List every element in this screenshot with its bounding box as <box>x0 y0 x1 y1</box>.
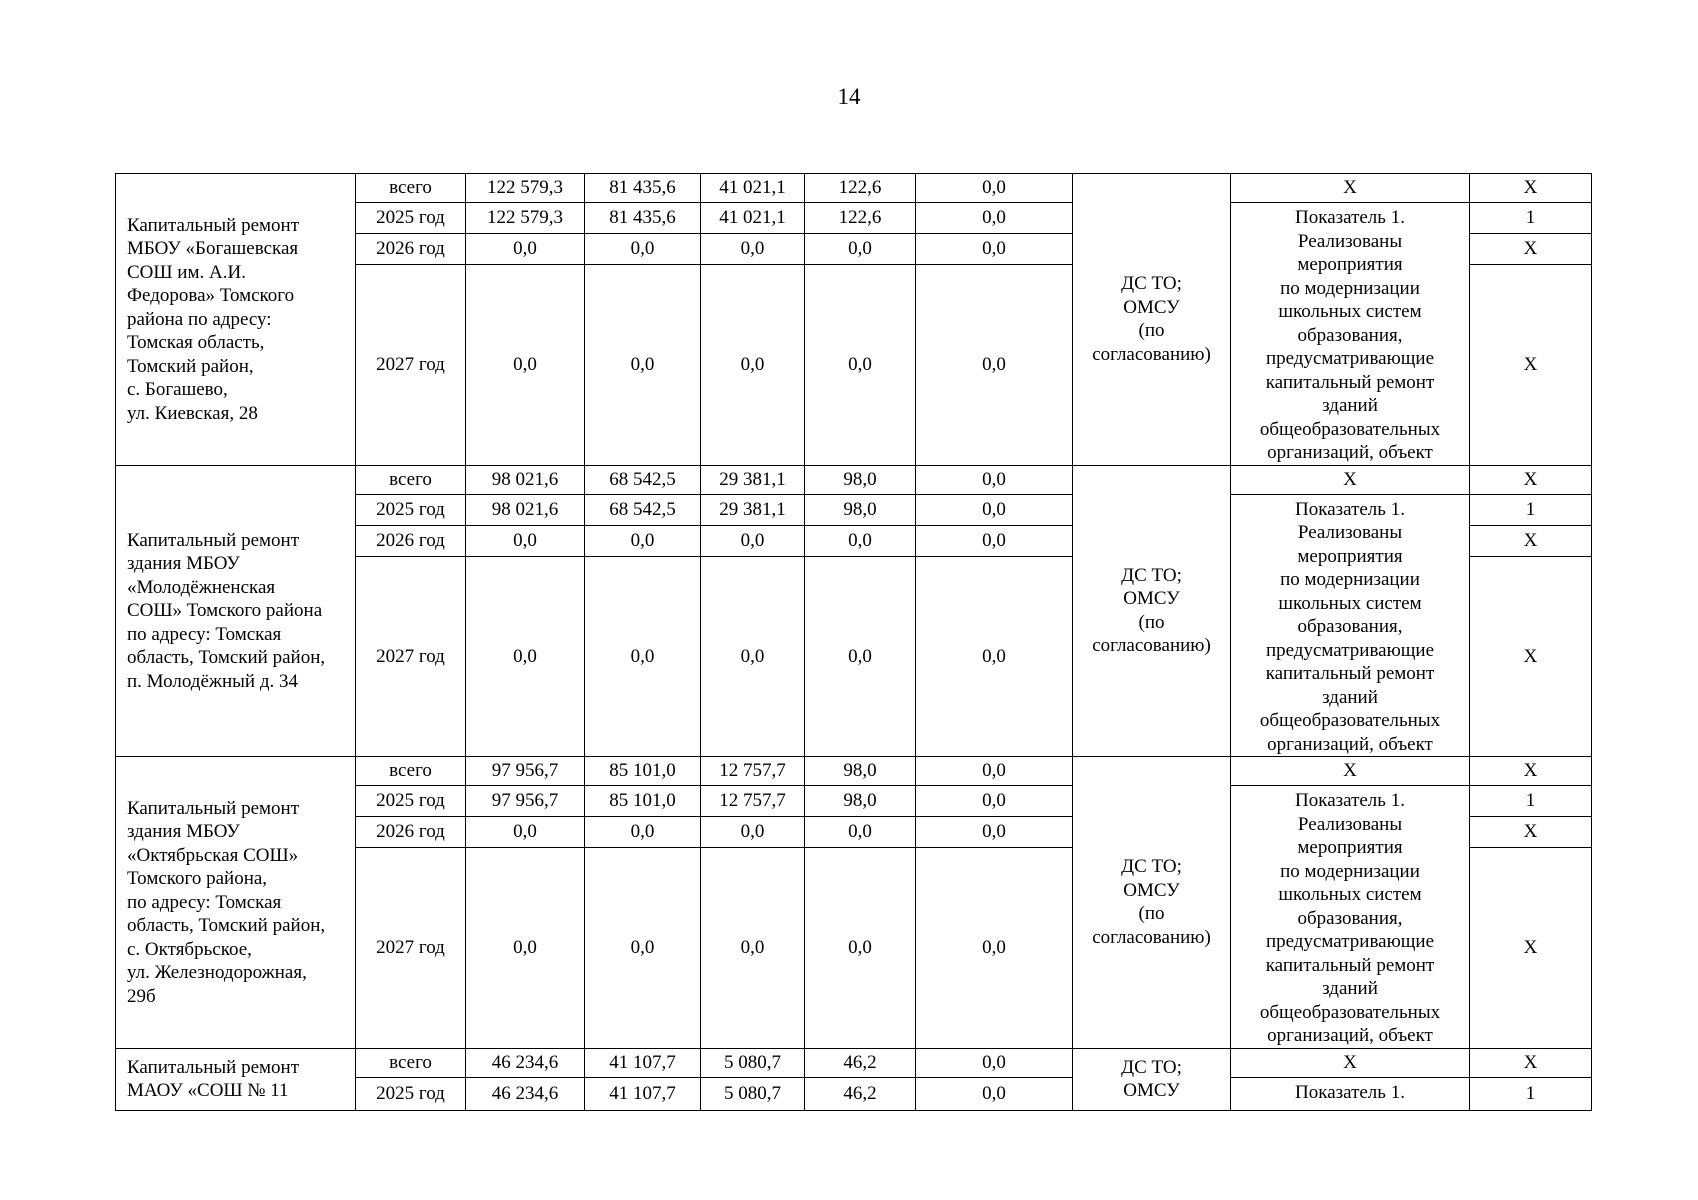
responsible-line: (по <box>1138 320 1165 342</box>
federal-value-cell: 0,0 <box>585 234 701 265</box>
responsible-line: ОМСУ <box>1123 1080 1180 1101</box>
regional-value-cell: 0,0 <box>701 234 805 265</box>
activity-name-line: Томская область, <box>127 332 265 353</box>
table-row <box>116 757 1592 786</box>
regional-value-cell: 5 080,7 <box>701 1077 805 1110</box>
activity-name-cell <box>116 1048 356 1110</box>
indicator-line: капитальный ремонт <box>1265 371 1435 393</box>
regional-value-cell: 0,0 <box>701 265 805 466</box>
local-value-cell: 122,6 <box>805 174 916 203</box>
federal-value-cell: 0,0 <box>585 848 701 1049</box>
other-value-cell: 0,0 <box>916 465 1073 494</box>
local-value-cell: 0,0 <box>805 525 916 556</box>
federal-value-cell: 41 107,7 <box>585 1048 701 1077</box>
table-row <box>116 1048 1592 1077</box>
responsible-cell <box>1073 174 1231 466</box>
activity-name-line: ул. Киевская, 28 <box>127 402 258 424</box>
federal-value-cell: 81 435,6 <box>585 174 701 203</box>
activity-name-line: с. Богашево, <box>127 379 228 400</box>
regional-value-cell: 0,0 <box>701 525 805 556</box>
indicator-line: общеобразовательных <box>1259 418 1441 440</box>
federal-value-cell: 0,0 <box>585 556 701 757</box>
activity-name-line: Капитальный ремонт <box>127 529 300 551</box>
indicator-value-cell: X <box>1470 465 1592 494</box>
indicator-cell <box>1231 494 1470 757</box>
activity-name-cell <box>116 757 356 1049</box>
period-cell: всего <box>356 757 466 786</box>
responsible-line: ОМСУ <box>1123 588 1180 610</box>
indicator-line: мероприятия <box>1297 254 1403 275</box>
responsible-cell <box>1073 465 1231 757</box>
activity-name-line: «Молодёжненская <box>127 576 276 598</box>
total-value-cell: 46 234,6 <box>466 1077 585 1110</box>
indicator-header-cell: X <box>1231 465 1470 494</box>
indicator-value-cell: 1 <box>1470 203 1592 234</box>
total-value-cell: 0,0 <box>466 525 585 556</box>
regional-value-cell: 0,0 <box>701 848 805 1049</box>
period-cell: 2025 год <box>356 494 466 525</box>
indicator-line: школьных систем <box>1278 301 1422 322</box>
indicator-value-cell: X <box>1470 848 1592 1049</box>
other-value-cell: 0,0 <box>916 234 1073 265</box>
activity-name-line: по адресу: Томская <box>127 891 282 913</box>
activity-name-line: Федорова» Томского <box>127 285 295 306</box>
regional-value-cell: 0,0 <box>701 556 805 757</box>
responsible-line: (по <box>1138 903 1165 925</box>
responsible-line: ДС ТО; <box>1121 856 1182 878</box>
responsible-line: ДС ТО; <box>1121 1056 1182 1078</box>
period-cell: всего <box>356 1048 466 1077</box>
regional-value-cell: 29 381,1 <box>701 494 805 525</box>
other-value-cell: 0,0 <box>916 817 1073 848</box>
indicator-line: общеобразовательных <box>1259 1001 1441 1023</box>
activity-name-line: область, Томский район, <box>127 915 326 936</box>
federal-value-cell: 68 542,5 <box>585 494 701 525</box>
indicator-line: Показатель 1. <box>1295 498 1405 520</box>
federal-value-cell: 0,0 <box>585 817 701 848</box>
indicator-line: Показатель 1. <box>1295 1081 1405 1103</box>
other-value-cell: 0,0 <box>916 174 1073 203</box>
regional-value-cell: 12 757,7 <box>701 757 805 786</box>
local-value-cell: 0,0 <box>805 234 916 265</box>
federal-value-cell: 0,0 <box>585 265 701 466</box>
period-cell: всего <box>356 174 466 203</box>
indicator-line: предусматривающие <box>1265 639 1435 661</box>
indicator-line: образования, <box>1297 907 1403 929</box>
indicator-line: по модернизации <box>1280 277 1420 299</box>
responsible-line: согласованию) <box>1092 635 1211 657</box>
activity-name-line: МБОУ «Богашевская <box>127 238 299 259</box>
indicator-line: зданий <box>1322 978 1378 999</box>
activity-name-cell <box>116 174 356 466</box>
activity-name-line: района по адресу: <box>127 308 272 330</box>
indicator-value-cell: X <box>1470 556 1592 757</box>
other-value-cell: 0,0 <box>916 525 1073 556</box>
responsible-line: ДС ТО; <box>1121 273 1182 295</box>
other-value-cell: 0,0 <box>916 1048 1073 1077</box>
indicator-header-cell: X <box>1231 757 1470 786</box>
indicator-line: капитальный ремонт <box>1265 663 1435 684</box>
indicator-line: Реализованы <box>1297 230 1403 252</box>
indicator-header-cell: X <box>1231 1048 1470 1077</box>
responsible-cell <box>1073 1048 1231 1110</box>
local-value-cell: 0,0 <box>805 265 916 466</box>
indicator-line: по модернизации <box>1280 569 1420 590</box>
indicator-line: образования, <box>1297 324 1403 346</box>
total-value-cell: 0,0 <box>466 556 585 757</box>
total-value-cell: 0,0 <box>466 848 585 1049</box>
indicator-cell <box>1231 1077 1470 1110</box>
activity-name-line: Капитальный ремонт <box>127 797 300 819</box>
responsible-line: согласованию) <box>1092 343 1211 365</box>
activity-name-line: здания МБОУ <box>127 553 240 574</box>
activity-name-line: ул. Железнодорожная, <box>127 962 307 983</box>
total-value-cell: 46 234,6 <box>466 1048 585 1077</box>
activity-name-line: Томский район, <box>127 355 254 377</box>
period-cell: 2027 год <box>356 556 466 757</box>
indicator-value-cell: 1 <box>1470 494 1592 525</box>
total-value-cell: 0,0 <box>466 265 585 466</box>
indicator-value-cell: X <box>1470 525 1592 556</box>
indicator-line: общеобразовательных <box>1259 710 1441 731</box>
regional-value-cell: 41 021,1 <box>701 174 805 203</box>
indicator-value-cell: X <box>1470 174 1592 203</box>
indicator-line: зданий <box>1322 395 1378 416</box>
indicator-line: мероприятия <box>1297 837 1403 858</box>
activity-name-line: п. Молодёжный д. 34 <box>127 670 299 692</box>
local-value-cell: 46,2 <box>805 1077 916 1110</box>
federal-value-cell: 85 101,0 <box>585 757 701 786</box>
indicator-line: капитальный ремонт <box>1265 954 1435 976</box>
regional-value-cell: 41 021,1 <box>701 203 805 234</box>
indicator-line: организаций, объект <box>1267 1025 1433 1046</box>
total-value-cell: 0,0 <box>466 234 585 265</box>
indicator-line: организаций, объект <box>1267 733 1433 755</box>
other-value-cell: 0,0 <box>916 556 1073 757</box>
indicator-header-cell: X <box>1231 174 1470 203</box>
indicator-value-cell: X <box>1470 817 1592 848</box>
local-value-cell: 0,0 <box>805 556 916 757</box>
indicator-line: образования, <box>1297 616 1403 637</box>
federal-value-cell: 68 542,5 <box>585 465 701 494</box>
indicator-line: Показатель 1. <box>1295 790 1405 811</box>
total-value-cell: 97 956,7 <box>466 786 585 817</box>
indicator-value-cell: X <box>1470 1048 1592 1077</box>
responsible-line: согласованию) <box>1092 926 1211 948</box>
indicator-line: предусматривающие <box>1265 931 1435 952</box>
indicator-line: мероприятия <box>1297 545 1403 567</box>
activity-name-line: Капитальный ремонт <box>127 214 300 236</box>
indicator-value-cell: X <box>1470 234 1592 265</box>
activity-name-line: с. Октябрьское, <box>127 938 252 960</box>
page-number: 14 <box>837 84 861 109</box>
responsible-line: ОМСУ <box>1123 296 1180 318</box>
activity-name-line: Капитальный ремонт <box>127 1056 300 1078</box>
local-value-cell: 98,0 <box>805 786 916 817</box>
federal-value-cell: 41 107,7 <box>585 1077 701 1110</box>
indicator-cell <box>1231 203 1470 466</box>
activity-name-line: 29б <box>127 985 156 1007</box>
total-value-cell: 122 579,3 <box>466 203 585 234</box>
regional-value-cell: 0,0 <box>701 817 805 848</box>
activity-name-line: СОШ им. А.И. <box>127 261 246 283</box>
period-cell: 2025 год <box>356 786 466 817</box>
local-value-cell: 98,0 <box>805 465 916 494</box>
federal-value-cell: 0,0 <box>585 525 701 556</box>
federal-value-cell: 85 101,0 <box>585 786 701 817</box>
indicator-value-cell: X <box>1470 757 1592 786</box>
other-value-cell: 0,0 <box>916 848 1073 1049</box>
activity-name-cell <box>116 465 356 757</box>
activity-name-line: «Октябрьская СОШ» <box>127 844 299 866</box>
regional-value-cell: 5 080,7 <box>701 1048 805 1077</box>
indicator-value-cell: 1 <box>1470 1077 1592 1110</box>
local-value-cell: 0,0 <box>805 817 916 848</box>
indicator-cell <box>1231 786 1470 1049</box>
responsible-line: ДС ТО; <box>1121 564 1182 586</box>
indicator-line: организаций, объект <box>1267 442 1433 463</box>
indicator-line: Реализованы <box>1297 813 1403 835</box>
responsible-line: (по <box>1138 611 1165 633</box>
regional-value-cell: 29 381,1 <box>701 465 805 494</box>
indicator-line: зданий <box>1322 686 1378 708</box>
period-cell: 2027 год <box>356 848 466 1049</box>
period-cell: 2027 год <box>356 265 466 466</box>
activities-table <box>115 173 1592 1111</box>
total-value-cell: 97 956,7 <box>466 757 585 786</box>
local-value-cell: 0,0 <box>805 848 916 1049</box>
total-value-cell: 98 021,6 <box>466 494 585 525</box>
local-value-cell: 98,0 <box>805 494 916 525</box>
activity-name-line: область, Томский район, <box>127 647 326 668</box>
period-cell: 2025 год <box>356 203 466 234</box>
regional-value-cell: 12 757,7 <box>701 786 805 817</box>
total-value-cell: 98 021,6 <box>466 465 585 494</box>
period-cell: 2026 год <box>356 525 466 556</box>
local-value-cell: 122,6 <box>805 203 916 234</box>
indicator-line: Реализованы <box>1297 522 1403 543</box>
local-value-cell: 46,2 <box>805 1048 916 1077</box>
period-cell: 2026 год <box>356 817 466 848</box>
indicator-value-cell: 1 <box>1470 786 1592 817</box>
activity-name-line: МАОУ «СОШ № 11 <box>127 1080 289 1101</box>
responsible-line: ОМСУ <box>1123 879 1180 901</box>
local-value-cell: 98,0 <box>805 757 916 786</box>
other-value-cell: 0,0 <box>916 1077 1073 1110</box>
other-value-cell: 0,0 <box>916 494 1073 525</box>
total-value-cell: 122 579,3 <box>466 174 585 203</box>
activity-name-line: СОШ» Томского района <box>127 600 323 621</box>
other-value-cell: 0,0 <box>916 757 1073 786</box>
activity-name-line: здания МБОУ <box>127 821 240 842</box>
period-cell: всего <box>356 465 466 494</box>
federal-value-cell: 81 435,6 <box>585 203 701 234</box>
indicator-line: предусматривающие <box>1265 348 1435 369</box>
activity-name-line: Томского района, <box>127 868 268 889</box>
responsible-cell <box>1073 757 1231 1049</box>
other-value-cell: 0,0 <box>916 203 1073 234</box>
indicator-line: Показатель 1. <box>1295 207 1405 228</box>
indicator-line: школьных систем <box>1278 592 1422 614</box>
period-cell: 2025 год <box>356 1077 466 1110</box>
total-value-cell: 0,0 <box>466 817 585 848</box>
indicator-line: по модернизации <box>1280 860 1420 882</box>
table-row <box>116 465 1592 494</box>
other-value-cell: 0,0 <box>916 786 1073 817</box>
activity-name-line: по адресу: Томская <box>127 623 282 645</box>
other-value-cell: 0,0 <box>916 265 1073 466</box>
period-cell: 2026 год <box>356 234 466 265</box>
indicator-line: школьных систем <box>1278 884 1422 905</box>
indicator-value-cell: X <box>1470 265 1592 466</box>
table-row <box>116 174 1592 203</box>
